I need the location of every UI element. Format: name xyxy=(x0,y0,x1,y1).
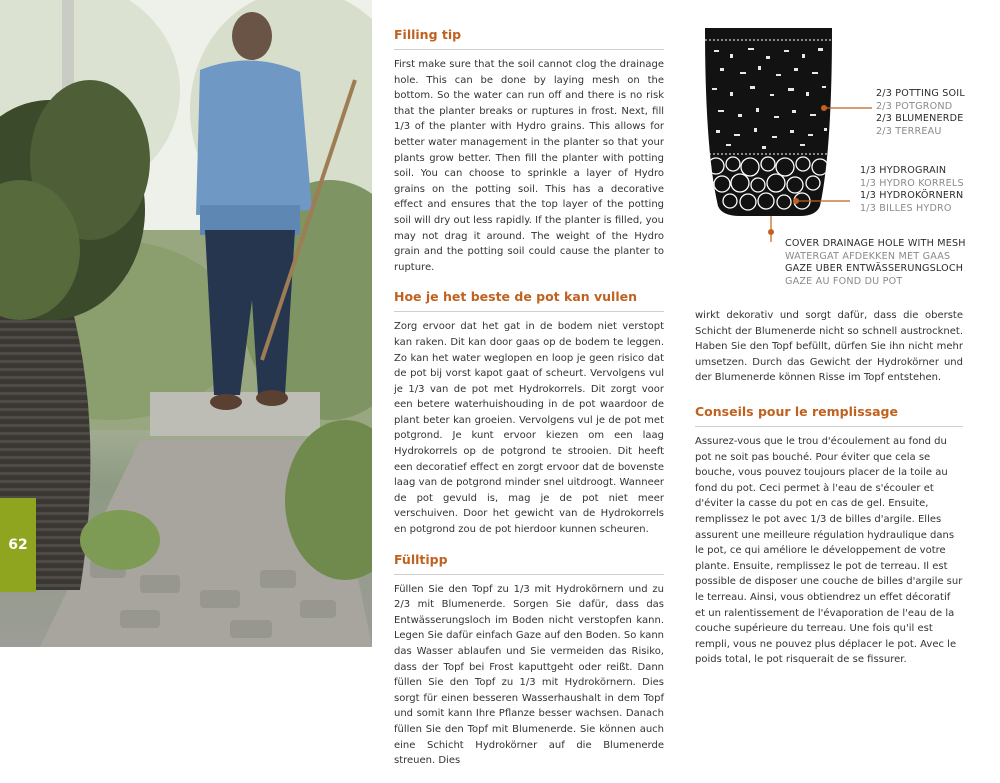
mesh-label-nl: WATERGAT AFDEKKEN MET GAAS xyxy=(785,250,951,262)
soil-label-de: 2/3 BLUMENERDE xyxy=(876,113,964,125)
soil-label-en: 2/3 POTTING SOIL xyxy=(876,88,965,99)
section-heading: Hoe je het beste de pot kan vullen xyxy=(394,289,637,305)
heading-rule xyxy=(695,426,963,427)
section-body: Assurez-vous que le trou d'écoulement au fond du pot ne soit pas bouché. Pour éviter que cela se bouche, vous pouvez toujours placer de la toile au fond du pot. Ceci permet à l'eau de s'écouler et d'éviter la casse du pot en cas de gel. Ensuite, remplissez le pot avec 1/3 de billes d'argile. Elles assurent une meilleure régulation hydraulique dans le pot, ce qui améliore le développement de votre plante. Ensuite, remplissez le pot de terreau. Il est possible de disposer une couche de billes d'argile sur le terreau. Ainsi, vous obtiendrez un effet décoratif et un ralentissement de l'évaporation de l'eau de la couche supérieure du terreau. Une fois qu'il est rempli, vous ne pouvez plus déplacer le pot. Avec le poids total, le pot risquerait de se fissurer. xyxy=(695,435,963,666)
section-body: First make sure that the soil cannot clog the drainage hole. This can be done by laying mesh on the bottom. So the water can run off and there is no risk that the planter breaks or ruptures in frost. Next, fill 1/3 of the planter with Hydro grains. This allows for better water management in the planter so that your plants grow better. Then fill the planter with potting soil. You can choose to sprinkle a layer of Hydro grains on the potting soil. This has a decorative effect and ensures that the top layer of the potting soil will dry out less rapidly. If the planter is filled, you may not drag it around. The weight of the Hydro grain and the potting soil could cause the planter to rupture. xyxy=(394,59,664,273)
section-body: wirkt dekorativ und sorgt dafür, dass die oberste Schicht der Blumenerde nicht so schnell austrocknet. Haben Sie den Topf befüllt, dürfen Sie ihn nicht mehr umsetzen. Durch das Gewicht der Hydrokörner und der Blumenerde können Risse im Topf entstehen. xyxy=(695,310,963,384)
hydro-label-group xyxy=(860,165,964,215)
garden-scene-illustration xyxy=(0,0,372,647)
pot-diagram xyxy=(700,20,990,300)
section-filling-tip xyxy=(394,27,664,275)
section-body: Füllen Sie den Topf zu 1/3 mit Hydrokörnern und zu 2/3 mit Blumenerde. Sorgen Sie dafür, dass das Entwässerungsloch im Boden nicht verstopfen kann. Legen Sie dafür einfach Gaze auf den Boden. So kann das Wasser ablaufen und Sie vermeiden das Risiko, dass der Topf bei Frost kaputtgeht oder reißt. Dann füllen Sie den Topf zu 1/3 mit Hydrokörnern. Dies sorgt für einen besseren Wasserhaushalt in dem Topf und somit kann Ihre Pflanze besser wachsen. Danach füllen Sie den Topf mit Blumenerde. Sie können auch eine Schicht Hydrokörner auf die Blumenerde streuen. Dies xyxy=(394,583,664,767)
text-column-right xyxy=(695,308,963,682)
page-number: 62 xyxy=(8,537,28,553)
heading-rule xyxy=(394,311,664,312)
hydro-label-nl: 1/3 HYDRO KORRELS xyxy=(860,177,964,189)
soil-label-group xyxy=(876,88,965,138)
soil-label-fr: 2/3 TERREAU xyxy=(876,125,942,137)
section-heading: Fülltipp xyxy=(394,551,448,567)
hydro-label-fr: 1/3 BILLES HYDRO xyxy=(860,202,952,214)
mesh-label-fr: GAZE AU FOND DU POT xyxy=(785,275,903,287)
section-heading: Conseils pour le remplissage xyxy=(695,403,898,419)
hydro-label-de: 1/3 HYDROKÖRNERN xyxy=(860,190,964,202)
heading-rule xyxy=(394,574,664,575)
hydro-label-en: 1/3 HYDROGRAIN xyxy=(860,165,947,176)
soil-label-nl: 2/3 POTGROND xyxy=(876,100,953,112)
section-german-tip xyxy=(394,552,664,769)
page-number-tab xyxy=(0,498,36,592)
garden-photo xyxy=(0,0,372,647)
mesh-label-de: GAZE UBER ENTWÄSSERUNGSLOCH xyxy=(785,263,964,275)
section-german-continued xyxy=(695,308,963,386)
section-dutch-tip xyxy=(394,289,664,537)
mesh-label-group xyxy=(785,238,966,288)
section-heading: Filling tip xyxy=(394,27,462,42)
mesh-label-en: COVER DRAINAGE HOLE WITH MESH xyxy=(785,238,966,249)
text-column-left xyxy=(394,27,664,783)
section-body: Zorg ervoor dat het gat in de bodem niet verstopt kan raken. Dit kan door gaas op de bodem te leggen. Zo kan het water weglopen en loop je geen risico dat de pot bij vorst kapot gaat of scheurt. Vervolgens vul je 1/3 van de pot met Hydrokorrels. Dit zorgt voor een betere waterhuishouding in de pot waardoor de plant beter kan groeien. Vervolgens vul je de pot met potgrond. Je kunt ervoor kiezen om een laag Hydrokorrels op de potgrond te strooien. Dit heeft een decoratief effect en zorgt ervoor dat de bovenste laag van de potgrond minder snel uitdroogt. Wanneer de pot gevuld is, mag je de pot niet meer verschuiven. Door het gewicht van de Hydrokorrels en potgrond zou de pot hierdoor kunnen scheuren. xyxy=(394,321,664,536)
heading-rule xyxy=(394,49,664,50)
section-french-tip xyxy=(695,404,963,668)
